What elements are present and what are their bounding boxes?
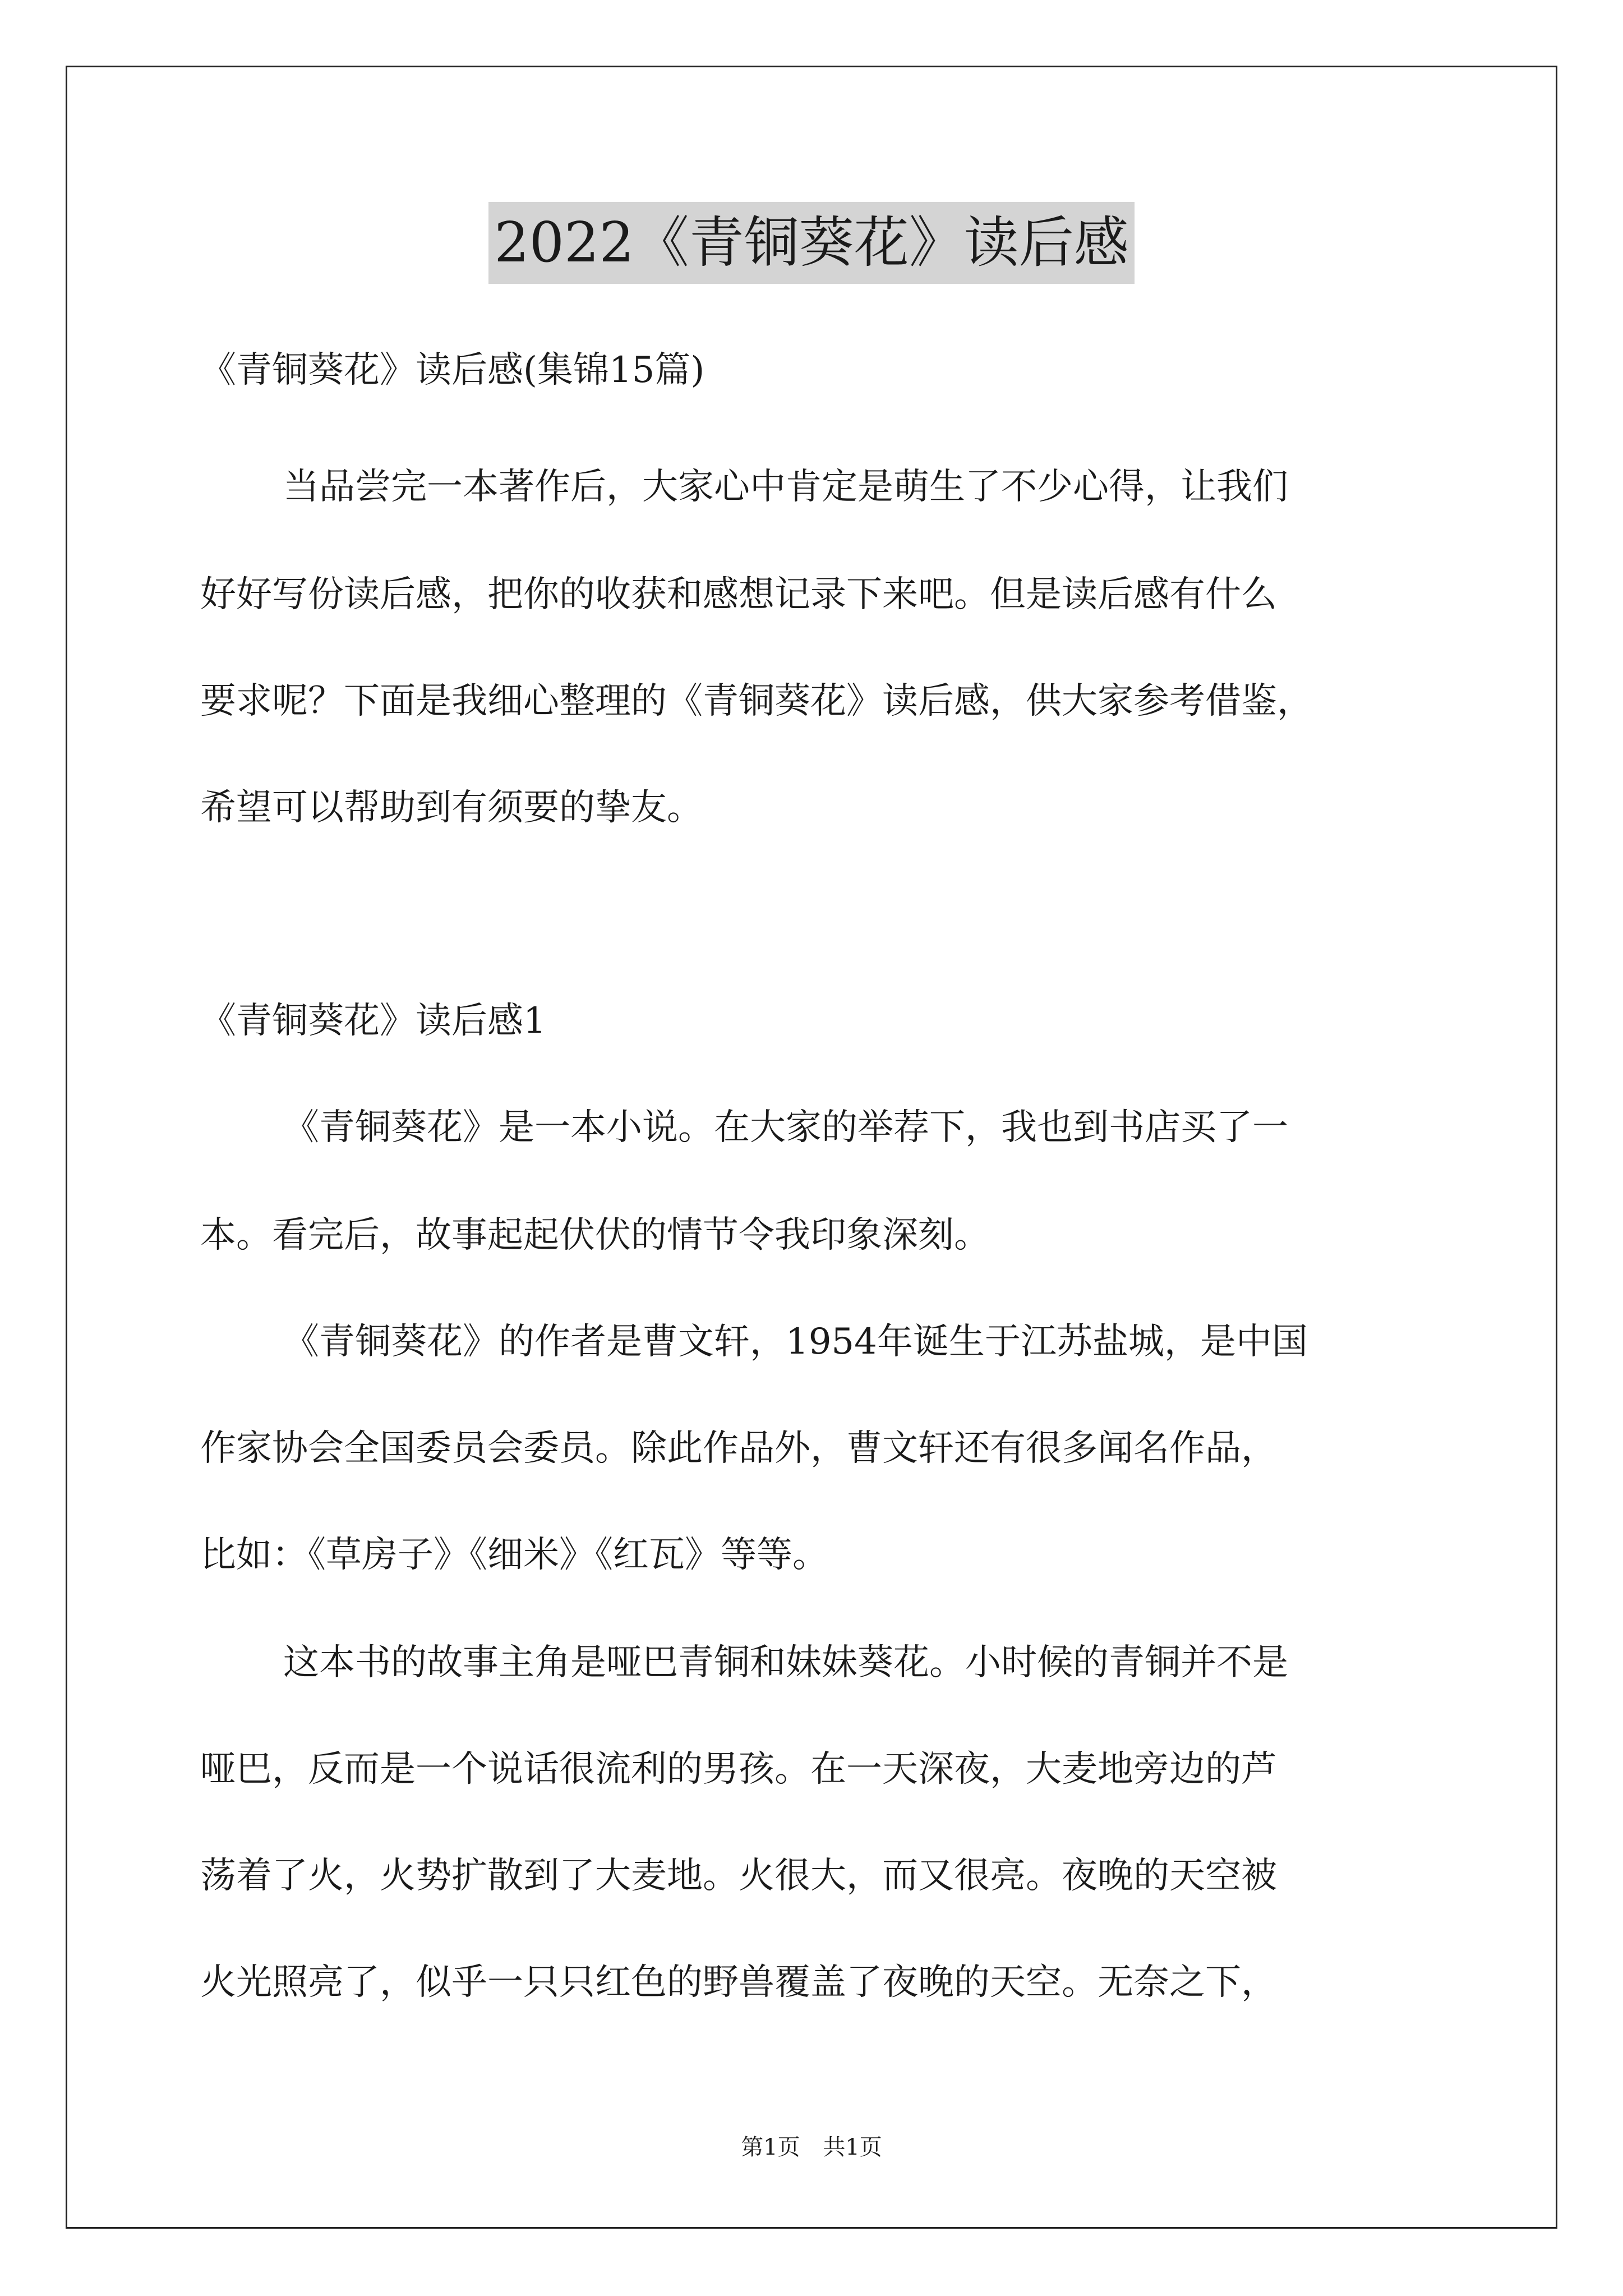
document-title-container [0, 202, 1623, 284]
paragraph-line: 《青铜葵花》的作者是曹文轩，1954年诞生于江苏盐城，是中国 [283, 1321, 1308, 1363]
page-number: 第1页 [741, 2134, 800, 2160]
paragraph-line: 好好写份读后感，把你的收获和感想记录下来吧。但是读后感有什么 [200, 574, 1277, 615]
section-heading: 《青铜葵花》读后感1 [200, 1000, 546, 1042]
paragraph-line: 要求呢？下面是我细心整理的《青铜葵花》读后感，供大家参考借鉴， [200, 680, 1313, 722]
page-total: 共1页 [823, 2134, 882, 2160]
paragraph-line: 比如：《草房子》《细米》《红瓦》等等。 [200, 1534, 828, 1576]
paragraph-line: 这本书的故事主角是哑巴青铜和妹妹葵花。小时候的青铜并不是 [283, 1642, 1288, 1683]
paragraph-line: 荡着了火，火势扩散到了大麦地。火很大，而又很亮。夜晚的天空被 [200, 1855, 1277, 1897]
paragraph-line: 作家协会全国委员会委员。除此作品外，曹文轩还有很多闻名作品， [200, 1428, 1277, 1469]
paragraph-line: 哑巴，反而是一个说话很流利的男孩。在一天深夜，大麦地旁边的芦 [200, 1749, 1277, 1790]
paragraph-line: 当品尝完一本著作后，大家心中肯定是萌生了不少心得，让我们 [283, 466, 1288, 508]
document-title: 2022《青铜葵花》读后感 [488, 202, 1134, 284]
paragraph-line: 本。看完后，故事起起伏伏的情节令我印象深刻。 [200, 1214, 990, 1256]
paragraph-line: 《青铜葵花》是一本小说。在大家的举荐下，我也到书店买了一 [283, 1107, 1288, 1148]
paragraph-line: 火光照亮了，似乎一只只红色的野兽覆盖了夜晚的天空。无奈之下， [200, 1962, 1277, 2003]
subtitle: 《青铜葵花》读后感(集锦15篇) [200, 349, 705, 391]
paragraph-line: 希望可以帮助到有须要的挚友。 [200, 787, 703, 829]
page-footer [0, 2132, 1623, 2163]
